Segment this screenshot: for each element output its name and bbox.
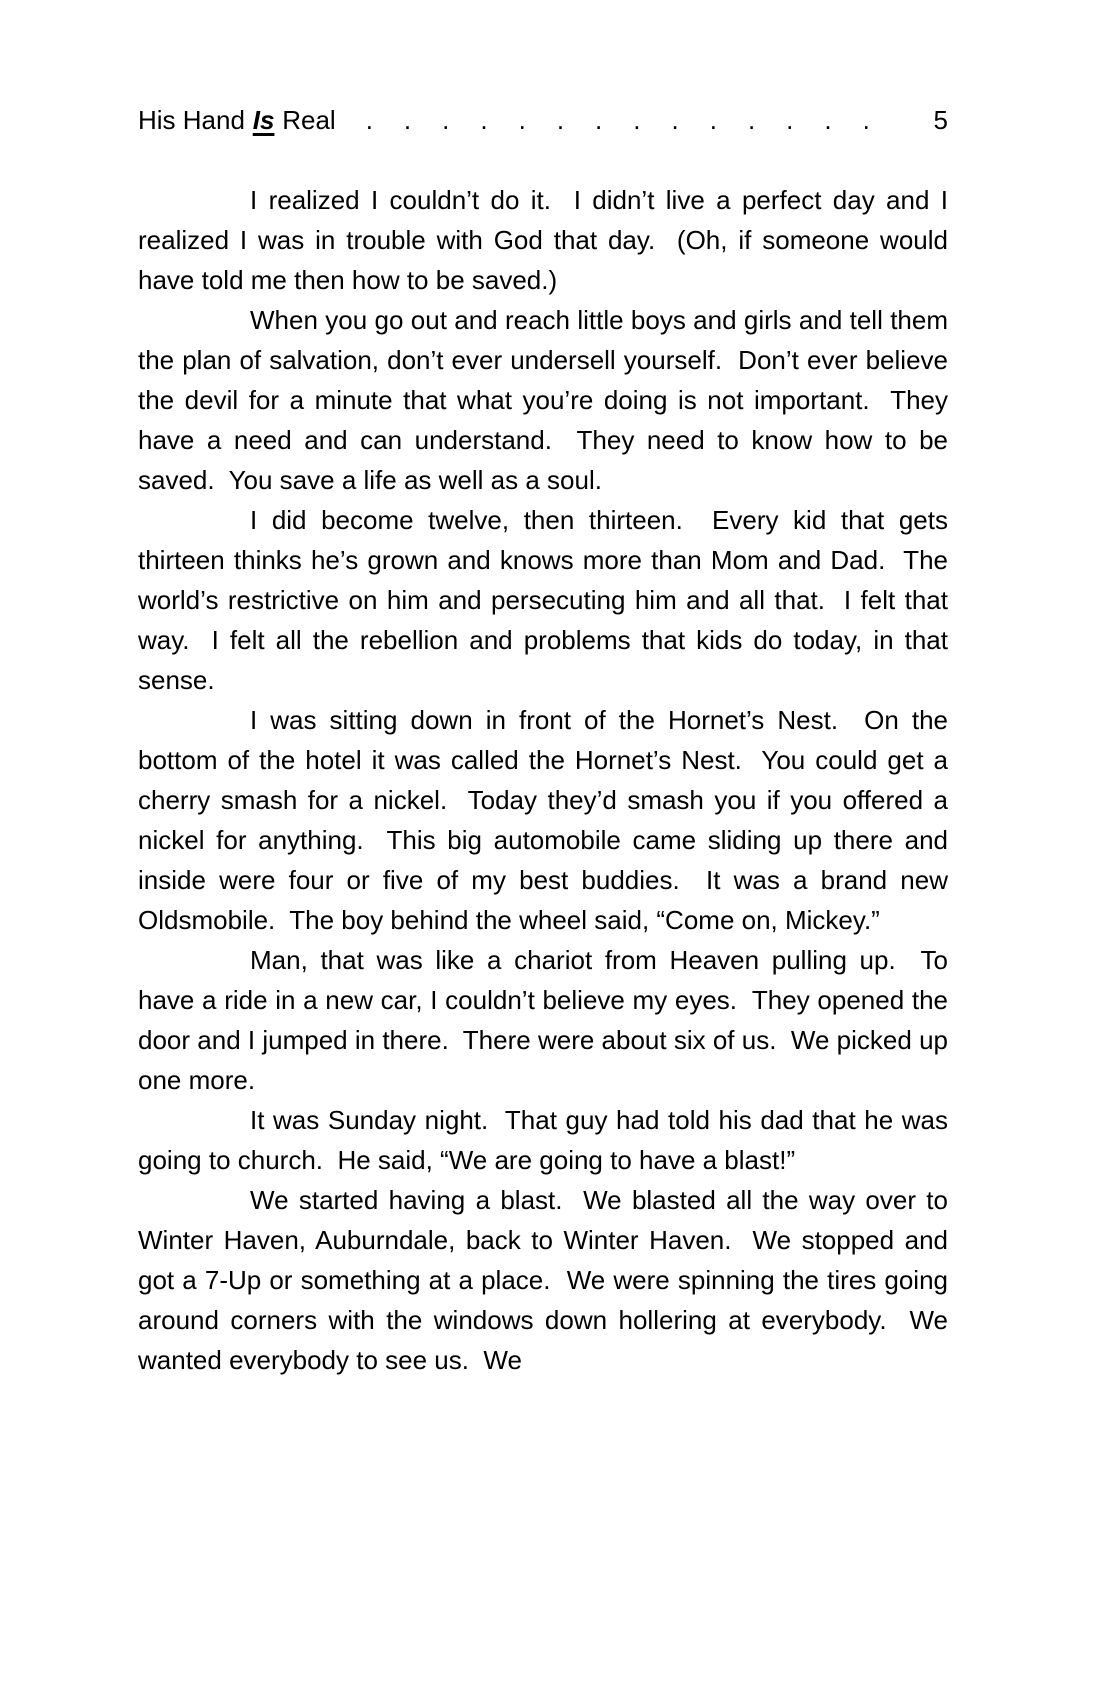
running-header-title bbox=[138, 100, 336, 140]
page-number: 5 bbox=[933, 105, 948, 135]
running-header bbox=[138, 100, 948, 140]
body-paragraph: I realized I couldn’t do it. I didn’t live a perfect day and I realized I was in trouble with God that day. (Oh, if someone would have told me then how to be saved.) bbox=[138, 185, 948, 295]
body-paragraph: Man, that was like a chariot from Heaven pulling up. To have a ride in a new car, I couldn’t believe my eyes. They opened the door and I jumped in there. There were about six of us. We picked up one more. bbox=[138, 945, 948, 1095]
body-paragraph: I did become twelve, then thirteen. Every kid that gets thirteen thinks he’s grown and knows more than Mom and Dad. The world’s restrictive on him and persecuting him and all that. I felt that way. I felt all the rebellion and problems that kids do today, in that sense. bbox=[138, 505, 948, 695]
page-body bbox=[138, 180, 948, 1380]
body-paragraph: When you go out and reach little boys and girls and tell them the plan of salvation, don’t ever undersell yourself. Don’t ever believe the devil for a minute that what you’re doing is not important. They have a need and can understand. They need to know how to be saved. You save a life as well as a soul. bbox=[138, 305, 948, 495]
body-paragraph: I was sitting down in front of the Hornet’s Nest. On the bottom of the hotel it was called the Hornet’s Nest. You could get a cherry smash for a nickel. Today they’d smash you if you offered a nickel for anything. This big automobile came sliding up there and inside were four or five of my best buddies. It was a brand new Oldsmobile. The boy behind the wheel said, “Come on, Mickey.” bbox=[138, 705, 948, 935]
body-paragraph: It was Sunday night. That guy had told his dad that he was going to church. He said, “We are going to have a blast!” bbox=[138, 1105, 948, 1175]
running-header-title-part2: Real bbox=[282, 105, 336, 135]
running-header-title-part1: His Hand bbox=[138, 105, 245, 135]
dot-leader: .............. bbox=[365, 105, 901, 135]
body-paragraph: We started having a blast. We blasted all the way over to Winter Haven, Auburndale, back to Winter Haven. We stopped and got a 7-Up or something at a place. We were spinning the tires going around corners with the windows down hollering at everybody. We wanted everybody to see us. We bbox=[138, 1185, 948, 1375]
running-header-title-emphasis: Is bbox=[252, 105, 275, 135]
